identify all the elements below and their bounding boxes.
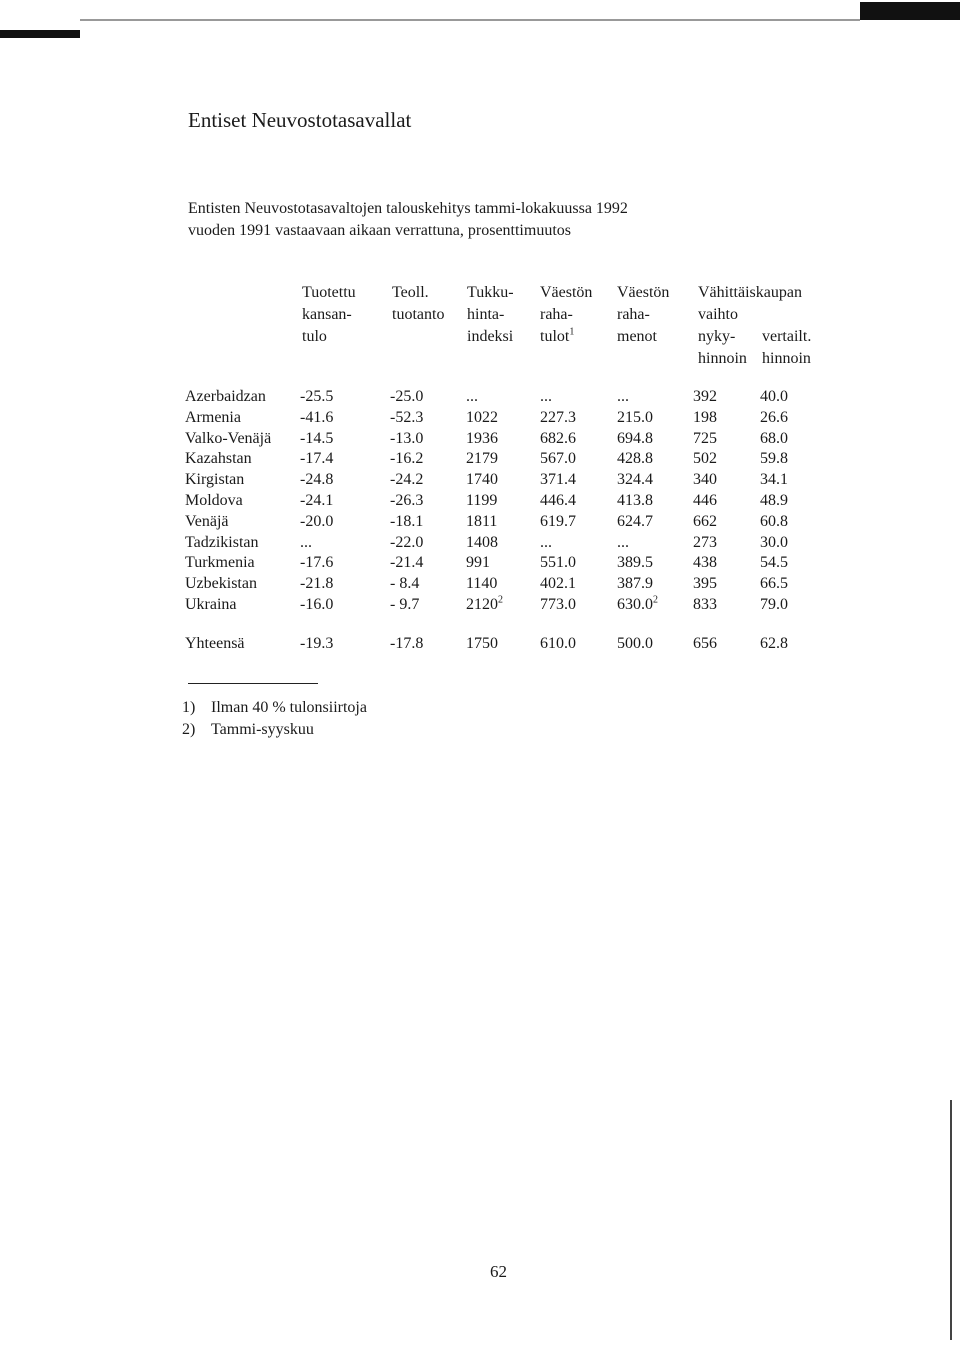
cell-retail-comparable <box>760 512 788 532</box>
cell-wholesale <box>466 595 503 615</box>
cell-industry <box>390 429 423 449</box>
cell-income-text: 619.7 <box>540 513 576 530</box>
cell-gdp <box>300 408 333 428</box>
page-subtitle <box>188 198 748 242</box>
cell-gdp <box>300 595 333 615</box>
scan-edge-mark <box>950 1100 952 1340</box>
cell-industry-text: -13.0 <box>390 430 424 447</box>
header-industry-line-1 <box>392 282 429 303</box>
cell-wholesale <box>466 429 498 449</box>
cell-retail-comparable <box>760 491 788 511</box>
cell-gdp-text: -21.8 <box>300 575 334 592</box>
row-country <box>185 449 252 469</box>
header-expenses-line-1-text: Väestön <box>617 284 670 301</box>
cell-retail-current-text: 198 <box>693 409 717 426</box>
header-wholesale-line-1-text: Tukku- <box>467 284 514 301</box>
cell-gdp-text: -17.4 <box>300 450 334 467</box>
header-retail-current-line-2 <box>698 348 747 369</box>
total-income <box>540 634 576 654</box>
header-expenses-line-3-text: menot <box>617 328 657 345</box>
total-industry <box>390 634 423 654</box>
cell-gdp <box>300 533 312 553</box>
cell-expenses <box>617 574 653 594</box>
cell-industry-text: -52.3 <box>390 409 424 426</box>
cell-retail-current-text: 273 <box>693 534 717 551</box>
cell-expenses <box>617 595 658 615</box>
header-gdp-line-2 <box>302 304 352 325</box>
cell-expenses-text: ... <box>617 388 629 405</box>
cell-income <box>540 553 576 573</box>
cell-wholesale-text: 1199 <box>466 492 498 509</box>
cell-industry <box>390 470 423 490</box>
header-retail-current-line-1-text: nyky- <box>698 328 736 345</box>
cell-wholesale-text: 991 <box>466 554 490 571</box>
cell-gdp <box>300 512 333 532</box>
cell-income-text: 371.4 <box>540 471 576 488</box>
cell-income <box>540 491 576 511</box>
cell-retail-current <box>693 553 717 573</box>
cell-income-text: 227.3 <box>540 409 576 426</box>
header-gdp-line-1-text: Tuotettu <box>302 284 356 301</box>
header-wholesale-line-1 <box>467 282 514 303</box>
cell-gdp-text: -24.1 <box>300 492 334 509</box>
cell-retail-current <box>693 429 717 449</box>
scan-top-rule <box>0 0 960 40</box>
cell-retail-current-text: 502 <box>693 450 717 467</box>
cell-expenses-text: 389.5 <box>617 554 653 571</box>
cell-industry-text: -18.1 <box>390 513 424 530</box>
cell-gdp <box>300 387 333 407</box>
cell-retail-current <box>693 533 717 553</box>
footnote-text-text: Ilman 40 % tulonsiirtoja <box>211 699 367 716</box>
header-industry-line-1-text: Teoll. <box>392 284 429 301</box>
cell-retail-comparable-text: 34.1 <box>760 471 788 488</box>
row-country-text: Turkmenia <box>185 554 255 571</box>
cell-retail-current-text: 340 <box>693 471 717 488</box>
subtitle-line-1: Entisten Neuvostotasavaltojen talouskehitys tammi-lokakuussa 1992 <box>188 200 628 217</box>
cell-retail-current-text: 438 <box>693 554 717 571</box>
cell-retail-comparable-text: 54.5 <box>760 554 788 571</box>
header-retail-comparable-line-2 <box>762 348 811 369</box>
page-title: Entiset Neuvostotasavallat <box>188 108 412 132</box>
header-retail-comparable-line-2-text: hinnoin <box>762 350 811 367</box>
cell-expenses <box>617 553 653 573</box>
cell-wholesale <box>466 491 497 511</box>
header-retail-comparable-line-1 <box>762 326 811 347</box>
total-income-text: 610.0 <box>540 635 576 652</box>
total-retail-comparable <box>760 634 788 654</box>
cell-industry <box>390 512 423 532</box>
cell-retail-comparable-text: 40.0 <box>760 388 788 405</box>
cell-industry-text: -25.0 <box>390 388 424 405</box>
cell-retail-current-text: 395 <box>693 575 717 592</box>
cell-industry-text: - 8.4 <box>390 575 420 592</box>
row-country-text: Ukraina <box>185 596 237 613</box>
cell-wholesale <box>466 553 490 573</box>
cell-wholesale-text: 1740 <box>466 471 498 488</box>
cell-industry-text: -22.0 <box>390 534 424 551</box>
cell-industry <box>390 595 419 615</box>
header-retail-line-2 <box>698 304 738 325</box>
cell-retail-comparable <box>760 553 788 573</box>
cell-expenses-text: 630.0 <box>617 596 653 613</box>
cell-wholesale <box>466 470 498 490</box>
cell-expenses-text: 413.8 <box>617 492 653 509</box>
cell-wholesale-text: 2120 <box>466 596 498 613</box>
row-country-text: Kirgistan <box>185 471 245 488</box>
cell-retail-current-text: 725 <box>693 430 717 447</box>
total-retail-current-text: 656 <box>693 635 717 652</box>
cell-expenses <box>617 429 653 449</box>
cell-income-text: 446.4 <box>540 492 576 509</box>
total-expenses <box>617 634 653 654</box>
total-wholesale-text: 1750 <box>466 635 498 652</box>
header-expenses-line-2-text: raha- <box>617 306 650 323</box>
page-number: 62 <box>490 1262 507 1281</box>
row-country <box>185 574 257 594</box>
cell-income <box>540 449 576 469</box>
row-country <box>185 595 237 615</box>
row-country <box>185 387 266 407</box>
header-wholesale-line-2 <box>467 304 504 325</box>
cell-gdp-text: -24.8 <box>300 471 334 488</box>
footnote-number <box>182 697 195 718</box>
cell-income-text: ... <box>540 534 552 551</box>
header-income-line-2 <box>540 304 573 325</box>
cell-wholesale-text: 1140 <box>466 575 498 592</box>
cell-wholesale-text: 1936 <box>466 430 498 447</box>
cell-expenses-text: 624.7 <box>617 513 653 530</box>
cell-retail-current <box>693 595 717 615</box>
header-gdp-line-2-text: kansan- <box>302 306 352 323</box>
row-country-text: Kazahstan <box>185 450 252 467</box>
cell-industry-text: -24.2 <box>390 471 424 488</box>
row-country-text: Armenia <box>185 409 241 426</box>
header-retail-current-line-2-text: hinnoin <box>698 350 747 367</box>
row-country <box>185 491 243 511</box>
cell-expenses-text: 428.8 <box>617 450 653 467</box>
cell-wholesale-text: 1811 <box>466 513 498 530</box>
header-industry-line-2 <box>392 304 444 325</box>
total-label-text: Yhteensä <box>185 635 245 652</box>
cell-income-text: 773.0 <box>540 596 576 613</box>
cell-retail-comparable-text: 26.6 <box>760 409 788 426</box>
cell-industry <box>390 491 423 511</box>
cell-retail-comparable <box>760 408 788 428</box>
cell-expenses <box>617 387 629 407</box>
cell-gdp <box>300 574 333 594</box>
cell-expenses-footnote-ref: 2 <box>653 594 658 606</box>
cell-wholesale-text: 1408 <box>466 534 498 551</box>
header-retail-current-line-1 <box>698 326 735 347</box>
cell-retail-current-text: 392 <box>693 388 717 405</box>
header-retail-line-1 <box>698 282 802 303</box>
cell-expenses <box>617 408 653 428</box>
footnote-number <box>182 719 195 740</box>
row-country-text: Tadzikistan <box>185 534 259 551</box>
cell-retail-comparable <box>760 470 788 490</box>
header-income-line-3-text: tulot <box>540 328 570 345</box>
cell-retail-comparable <box>760 429 788 449</box>
cell-wholesale <box>466 512 497 532</box>
cell-gdp <box>300 429 333 449</box>
cell-gdp <box>300 449 333 469</box>
cell-gdp-text: ... <box>300 534 312 551</box>
total-gdp-text: -19.3 <box>300 635 334 652</box>
header-retail-line-2-text: vaihto <box>698 306 738 323</box>
cell-industry <box>390 449 423 469</box>
header-expenses-line-2 <box>617 304 650 325</box>
row-country-text: Venäjä <box>185 513 229 530</box>
total-retail-current <box>693 634 717 654</box>
cell-income <box>540 408 576 428</box>
cell-income-text: ... <box>540 388 552 405</box>
header-income-line-1 <box>540 282 592 303</box>
cell-income-text: 682.6 <box>540 430 576 447</box>
cell-gdp-text: -14.5 <box>300 430 334 447</box>
cell-wholesale-text: ... <box>466 388 478 405</box>
cell-wholesale <box>466 449 498 469</box>
row-country <box>185 429 271 449</box>
cell-industry <box>390 533 423 553</box>
header-gdp-line-3-text: tulo <box>302 328 327 345</box>
total-gdp <box>300 634 333 654</box>
cell-expenses <box>617 491 653 511</box>
cell-wholesale-footnote-ref: 2 <box>498 594 503 606</box>
cell-retail-current-text: 662 <box>693 513 717 530</box>
footnote-text <box>211 697 367 718</box>
total-expenses-text: 500.0 <box>617 635 653 652</box>
cell-wholesale <box>466 408 498 428</box>
row-country-text: Valko-Venäjä <box>185 430 272 447</box>
cell-retail-current-text: 833 <box>693 596 717 613</box>
cell-wholesale <box>466 387 478 407</box>
cell-retail-current <box>693 512 717 532</box>
header-income-line-1-text: Väestön <box>540 284 593 301</box>
total-retail-comparable-text: 62.8 <box>760 635 788 652</box>
header-wholesale-line-3 <box>467 326 513 347</box>
cell-retail-current-text: 446 <box>693 492 717 509</box>
cell-industry <box>390 387 423 407</box>
cell-income <box>540 533 552 553</box>
header-gdp-line-3 <box>302 326 327 347</box>
cell-income <box>540 574 576 594</box>
row-country <box>185 408 241 428</box>
cell-retail-comparable <box>760 449 788 469</box>
cell-industry <box>390 574 419 594</box>
cell-retail-comparable-text: 68.0 <box>760 430 788 447</box>
cell-gdp-text: -20.0 <box>300 513 334 530</box>
footnote-number-text: 2) <box>182 721 196 738</box>
header-wholesale-line-2-text: hinta- <box>467 306 505 323</box>
cell-industry-text: -16.2 <box>390 450 424 467</box>
footnote-divider <box>188 683 318 684</box>
cell-retail-comparable <box>760 387 788 407</box>
cell-industry-text: -26.3 <box>390 492 424 509</box>
row-country-text: Moldova <box>185 492 243 509</box>
cell-gdp <box>300 470 333 490</box>
cell-gdp <box>300 491 333 511</box>
header-expenses-line-3 <box>617 326 657 347</box>
footnote-number-text: 1) <box>182 699 196 716</box>
row-country <box>185 533 259 553</box>
cell-industry-text: - 9.7 <box>390 596 420 613</box>
cell-industry-text: -21.4 <box>390 554 424 571</box>
cell-wholesale-text: 1022 <box>466 409 498 426</box>
cell-retail-comparable-text: 30.0 <box>760 534 788 551</box>
cell-retail-comparable-text: 59.8 <box>760 450 788 467</box>
cell-gdp-text: -17.6 <box>300 554 334 571</box>
cell-income <box>540 595 576 615</box>
footnote-text-text: Tammi-syyskuu <box>211 721 314 738</box>
cell-retail-comparable <box>760 595 788 615</box>
footnote-text <box>211 719 314 740</box>
header-gdp-line-1 <box>302 282 356 303</box>
header-industry-line-2-text: tuotanto <box>392 306 445 323</box>
cell-gdp-text: -41.6 <box>300 409 334 426</box>
cell-industry <box>390 553 423 573</box>
cell-gdp-text: -16.0 <box>300 596 334 613</box>
row-country-text: Uzbekistan <box>185 575 257 592</box>
cell-retail-current <box>693 470 717 490</box>
cell-income <box>540 470 576 490</box>
cell-retail-comparable-text: 66.5 <box>760 575 788 592</box>
row-country-text: Azerbaidzan <box>185 388 266 405</box>
header-wholesale-line-3-text: indeksi <box>467 328 514 345</box>
cell-gdp <box>300 553 333 573</box>
row-country <box>185 512 229 532</box>
cell-retail-current <box>693 387 717 407</box>
total-label <box>185 634 245 654</box>
cell-income-text: 567.0 <box>540 450 576 467</box>
cell-expenses <box>617 512 653 532</box>
cell-expenses <box>617 533 629 553</box>
cell-expenses-text: ... <box>617 534 629 551</box>
cell-expenses <box>617 470 653 490</box>
cell-income-text: 402.1 <box>540 575 576 592</box>
subtitle-line-2: vuoden 1991 vastaavaan aikaan verrattuna, prosenttimuutos <box>188 222 571 239</box>
cell-retail-comparable-text: 48.9 <box>760 492 788 509</box>
cell-income <box>540 512 576 532</box>
cell-income <box>540 429 576 449</box>
cell-wholesale <box>466 533 498 553</box>
cell-retail-comparable-text: 60.8 <box>760 513 788 530</box>
row-country <box>185 470 244 490</box>
row-country <box>185 553 255 573</box>
cell-retail-comparable <box>760 574 788 594</box>
cell-retail-current <box>693 491 717 511</box>
total-industry-text: -17.8 <box>390 635 424 652</box>
total-wholesale <box>466 634 498 654</box>
cell-wholesale-text: 2179 <box>466 450 498 467</box>
cell-expenses <box>617 449 653 469</box>
cell-expenses-text: 694.8 <box>617 430 653 447</box>
cell-wholesale <box>466 574 497 594</box>
cell-retail-current <box>693 408 717 428</box>
cell-retail-comparable <box>760 533 788 553</box>
cell-retail-current <box>693 449 717 469</box>
header-expenses-line-1 <box>617 282 669 303</box>
header-income-line-2-text: raha- <box>540 306 573 323</box>
cell-industry <box>390 408 423 428</box>
header-retail-comparable-line-1-text: vertailt. <box>762 328 812 345</box>
header-income-line-3 <box>540 326 574 347</box>
cell-retail-comparable-text: 79.0 <box>760 596 788 613</box>
cell-expenses-text: 324.4 <box>617 471 653 488</box>
cell-expenses-text: 387.9 <box>617 575 653 592</box>
header-retail-line-1-text: Vähittäiskaupan <box>698 284 802 301</box>
cell-income-text: 551.0 <box>540 554 576 571</box>
cell-expenses-text: 215.0 <box>617 409 653 426</box>
cell-gdp-text: -25.5 <box>300 388 334 405</box>
cell-income <box>540 387 552 407</box>
header-income-footnote-ref: 1 <box>569 326 575 338</box>
cell-retail-current <box>693 574 717 594</box>
